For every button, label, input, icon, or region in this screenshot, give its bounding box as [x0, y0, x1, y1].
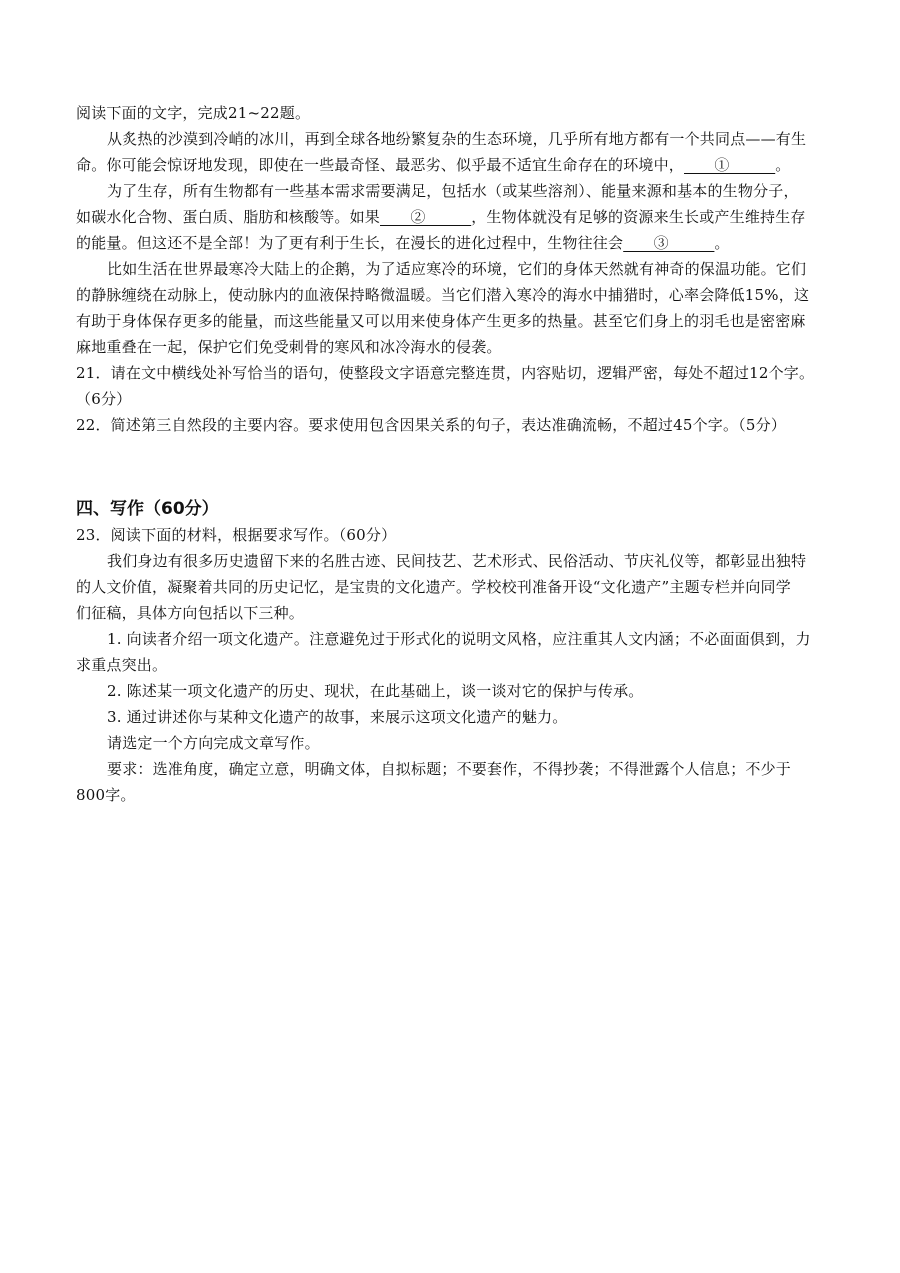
question-21 [76, 360, 832, 412]
answer-blank-2: ② [380, 208, 472, 226]
paragraph-2-line-2 [76, 204, 832, 230]
paragraph-3-line-1: 比如生活在世界最寒冷大陆上的企鹅，为了适应寒冷的环境，它们的身体天然就有神奇的保温功能。它们 [107, 260, 807, 278]
text-segment: 的能量。但这还不是全部！为了更有利于生长，在漫长的进化过程中，生物往往会 [76, 234, 624, 252]
material-line-1: 我们身边有很多历史遗留下来的名胜古迹、民间技艺、艺术形式、民俗活动、节庆礼仪等，都彰显出独特 [107, 552, 807, 570]
reading-intro: 阅读下面的文字，完成21~22题。 [76, 104, 311, 122]
option-3: 3. 通过讲述你与某种文化遗产的故事，来展示这项文化遗产的魅力。 [107, 708, 568, 726]
reading-section [76, 100, 832, 438]
question-21-line-2: （6分） [76, 390, 132, 408]
question-22: 22．简述第三自然段的主要内容。要求使用包含因果关系的句子，表达准确流畅，不超过45个字。（5分） [76, 416, 787, 434]
answer-blank-1: ① [684, 156, 776, 174]
paragraph-3-line-3: 有助于身体保存更多的能量，而这些能量又可以用来使身体产生更多的热量。甚至它们身上的羽毛也是密密麻 [76, 312, 806, 330]
material-line-3: 们征稿，具体方向包括以下三种。 [76, 604, 305, 622]
material-line-2: 的人文价值，凝聚着共同的历史记忆，是宝贵的文化遗产。学校校刊准备开设“文化遗产”主题专栏并向同学 [76, 578, 791, 596]
text-segment: 。 [714, 234, 730, 252]
writing-section [76, 496, 832, 808]
paragraph-2 [76, 178, 832, 256]
text-segment: ，生物体就没有足够的资源来生长或产生维持生存 [471, 208, 806, 226]
choose-direction: 请选定一个方向完成文章写作。 [107, 734, 320, 752]
paragraph-1-line-1: 从炙热的沙漠到冷峭的冰川，再到全球各地纷繁复杂的生态环境，几乎所有地方都有一个共同点——有生 [107, 130, 807, 148]
text-segment: 。 [775, 156, 791, 174]
requirements [76, 756, 832, 808]
answer-blank-3: ③ [623, 234, 715, 252]
paragraph-3-line-4: 麻地重叠在一起，保护它们免受刺骨的寒风和冰冷海水的侵袭。 [76, 338, 502, 356]
section-heading-writing: 四、写作（60分） [76, 499, 219, 519]
material-paragraph [76, 548, 832, 626]
option-2: 2. 陈述某一项文化遗产的历史、现状，在此基础上，谈一谈对它的保护与传承。 [107, 682, 644, 700]
option-1-line-1: 1. 向读者介绍一项文化遗产。注意避免过于形式化的说明文风格，应注重其人文内涵；不必面面俱到，力 [107, 630, 811, 648]
paragraph-1 [76, 126, 832, 178]
text-segment: 命。你可能会惊讶地发现，即使在一些最奇怪、最恶劣、似乎最不适宜生命存在的环境中， [76, 156, 685, 174]
option-1-line-2: 求重点突出。 [76, 656, 168, 674]
paragraph-1-line-2 [76, 152, 832, 178]
requirements-line-2: 800字。 [76, 786, 136, 804]
option-1 [76, 626, 832, 678]
paragraph-3 [76, 256, 832, 360]
question-23: 23．阅读下面的材料，根据要求写作。（60分） [76, 526, 397, 544]
requirements-line-1: 要求：选准角度，确定立意，明确文体，自拟标题；不要套作，不得抄袭；不得泄露个人信息；不少于 [107, 760, 792, 778]
question-21-line-1: 21．请在文中横线处补写恰当的语句，使整段文字语意完整连贯，内容贴切，逻辑严密，每处不超过12个字。 [76, 364, 815, 382]
text-segment: 如碳水化合物、蛋白质、脂肪和核酸等。如果 [76, 208, 381, 226]
paragraph-2-line-1: 为了生存，所有生物都有一些基本需求需要满足，包括水（或某些溶剂）、能量来源和基本的生物分子， [107, 182, 799, 200]
paragraph-3-line-2: 的静脉缠绕在动脉上，使动脉内的血液保持略微温暖。当它们潜入寒冷的海水中捕猎时，心率会降低15%，这 [76, 286, 810, 304]
paragraph-2-line-3 [76, 230, 832, 256]
